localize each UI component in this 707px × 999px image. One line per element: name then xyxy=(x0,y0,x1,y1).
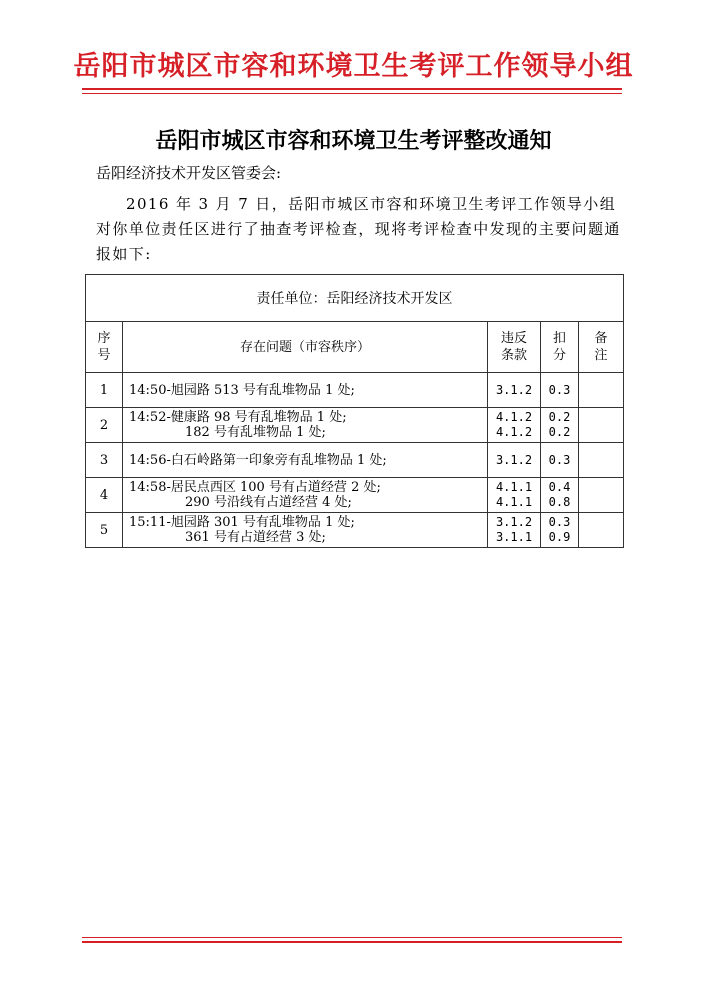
table-row xyxy=(86,443,624,478)
remark-cell xyxy=(579,513,624,548)
header-problem: 存在问题（市容秩序） xyxy=(123,322,488,373)
problem-cell xyxy=(123,513,488,548)
rule-cell xyxy=(488,443,541,478)
table-row xyxy=(86,408,624,443)
deduction-value: 0.2 xyxy=(548,425,571,439)
unit-row xyxy=(86,275,624,322)
problem-line: 361 号有占道经营 3 处; xyxy=(185,530,326,545)
notice-title: 岳阳市城区市容和环境卫生考评整改通知 xyxy=(155,128,552,154)
table-row xyxy=(86,373,624,408)
deduction-cell xyxy=(541,513,579,548)
issues-table-body xyxy=(86,275,624,548)
rule-value: 3.1.2 xyxy=(495,452,533,467)
problem-line: 14:56-白石岭路第一印象旁有乱堆物品 1 处; xyxy=(129,452,387,468)
header-no xyxy=(86,322,123,373)
header-divider-thick xyxy=(82,88,622,90)
problem-line: 14:52-健康路 98 号有乱堆物品 1 处; xyxy=(129,410,347,425)
deduction-value: 0.3 xyxy=(548,382,571,397)
table-row xyxy=(86,478,624,513)
rule-value: 3.1.2 xyxy=(495,382,533,397)
rule-value: 3.1.1 xyxy=(495,530,533,544)
rule-value: 4.1.1 xyxy=(495,480,533,494)
problem-line: 15:11-旭园路 301 号有乱堆物品 1 处; xyxy=(129,515,355,530)
header-remark-label: 备注 xyxy=(594,331,608,363)
footer-divider-thin xyxy=(82,937,622,938)
table-row xyxy=(86,513,624,548)
problem-cell xyxy=(123,408,488,443)
problem-line: 14:50-旭园路 513 号有乱堆物品 1 处; xyxy=(129,382,355,398)
row-number-cell: 3 xyxy=(86,443,123,478)
remark-cell xyxy=(579,408,624,443)
rule-cell xyxy=(488,408,541,443)
intro-paragraph: 2016 年 3 月 7 日，岳阳市城区市容和环境卫生考评工作领导小组对你单位责任区进行了抽查考评检查，现将考评检查中发现的主要问题通报如下: xyxy=(96,195,621,263)
row-number-cell: 4 xyxy=(86,478,123,513)
rule-value: 3.1.2 xyxy=(495,515,533,529)
table-header-row xyxy=(86,322,624,373)
problem-line: 14:58-居民点西区 100 号有占道经营 2 处; xyxy=(129,480,381,495)
rule-cell xyxy=(488,513,541,548)
rule-value: 4.1.2 xyxy=(495,410,533,424)
row-number-cell: 1 xyxy=(86,373,123,408)
deduction-value: 0.3 xyxy=(548,515,571,529)
footer-divider-thick xyxy=(82,941,622,943)
row-number-cell: 2 xyxy=(86,408,123,443)
rule-value: 4.1.2 xyxy=(495,425,533,439)
remark-cell xyxy=(579,373,624,408)
header-divider-thin xyxy=(82,93,622,94)
deduction-cell xyxy=(541,408,579,443)
problem-line: 182 号有乱堆物品 1 处; xyxy=(185,425,326,440)
deduction-cell xyxy=(541,443,579,478)
deduction-cell xyxy=(541,478,579,513)
header-rule-label: 违反条款 xyxy=(500,331,527,363)
rule-cell xyxy=(488,373,541,408)
rule-value: 4.1.1 xyxy=(495,495,533,509)
deduction-value: 0.9 xyxy=(548,530,571,544)
deduction-value: 0.8 xyxy=(548,495,571,509)
deduction-value: 0.3 xyxy=(548,452,571,467)
issues-table xyxy=(85,274,624,548)
remark-cell xyxy=(579,443,624,478)
row-number-cell: 5 xyxy=(86,513,123,548)
org-header-title: 岳阳市城区市容和环境卫生考评工作领导小组 xyxy=(73,51,634,82)
rule-cell xyxy=(488,478,541,513)
header-deduction xyxy=(541,322,579,373)
problem-cell xyxy=(123,443,488,478)
deduction-value: 0.4 xyxy=(548,480,571,494)
header-deduction-label: 扣分 xyxy=(552,331,566,363)
deduction-value: 0.2 xyxy=(548,410,571,424)
header-no-label: 序号 xyxy=(97,331,111,363)
header-remark xyxy=(579,322,624,373)
header-rule xyxy=(488,322,541,373)
problem-cell xyxy=(123,373,488,408)
remark-cell xyxy=(579,478,624,513)
problem-line: 290 号沿线有占道经营 4 处; xyxy=(185,495,352,510)
responsible-unit-cell: 责任单位：岳阳经济技术开发区 xyxy=(86,275,624,322)
recipient-line: 岳阳经济技术开发区管委会: xyxy=(96,164,282,182)
problem-cell xyxy=(123,478,488,513)
deduction-cell xyxy=(541,373,579,408)
